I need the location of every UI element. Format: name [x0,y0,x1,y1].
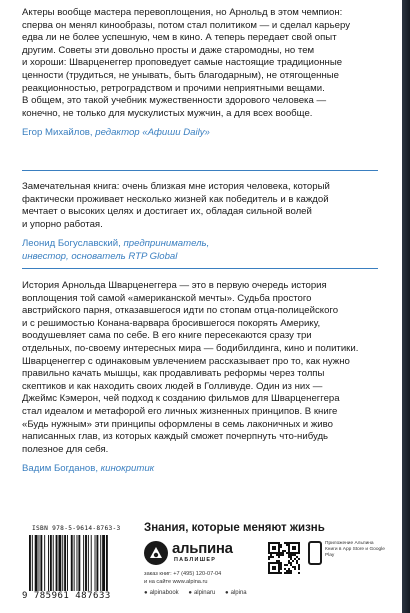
review-3-line: полезное для себя. [22,443,109,455]
vk-icon: ● [144,590,148,596]
review-1-line: и хороши: Шварценеггер проповедует самые настоящие традиционные [22,57,343,69]
review-2-line: Замечательная книга: очень близкая мне история человека, который [22,181,330,192]
review-3-line: «Будь нужным» эти принципы оформлены в семь лаконичных и живо [22,418,333,430]
review-3-line: правильно качать мышцы, как продавливать реформы через толпы [22,368,325,380]
alpina-logo-icon [144,541,168,565]
website: и на сайте www.alpina.ru [144,578,208,585]
review-1-line: едва ли не более успешную, чем в кино. А теперь передает свой опыт [22,32,337,44]
divider [22,268,378,269]
review-2-line: мечтает о высоких целях и достигает их, обладая сильной волей [22,206,312,218]
social-handle: alpinaru [193,590,216,596]
review-3-line: воплощения той самой «американской мечты». Судьба простого [22,292,312,304]
review-1 [22,7,382,140]
review-1-line: сперва он менял кинообразы, потом стал политиком — и сделал карьеру [22,19,350,31]
review-3-line: написанных глав, из которых каждый сможет почерпнуть что-нибудь [22,431,329,443]
social-item [188,590,215,596]
review-3-line: отдельных, по-своему интересных мира — бодибилдинга, кино и политики. [22,342,359,354]
review-2-role-line-2: инвестор, основатель RTP Global [22,250,178,262]
review-3-attribution [22,463,382,476]
order-phone: заказ книг: +7 (495) 120-07-04 [144,571,222,577]
review-3-line: воодушевляет сама по себе. В его книге пересекаются сразу три [22,330,312,342]
social-item [225,590,247,596]
review-2-line: и упорно работая. [22,218,103,230]
review-2-line: фактически проживает несколько жизней как победитель и в каждой [22,193,329,205]
social-item [144,590,179,596]
review-2-attribution [22,238,382,263]
barcode [22,525,136,605]
isbn-label: ISBN 978-5-9614-8763-3 [32,525,121,532]
social-handle: alpina [230,590,247,596]
review-1-author: Егор Михайлов, [22,127,93,139]
review-3-line: стал идеалом и метафорой его личных жизненных принципов. В книге [22,405,338,417]
review-3 [22,280,382,476]
social-links [144,590,255,596]
review-3-line: и с решимостью Конана-варвара бросившегося покорять Америку, [22,317,321,329]
review-3-role: кинокритик [100,463,155,475]
phone-app-icon [308,541,322,565]
social-handle: alpinabook [149,590,179,596]
telegram-icon: ● [188,590,192,596]
review-1-role: редактор «Афиши Daily» [95,127,210,139]
publisher-subtitle: ПАБЛИШЕР [174,557,217,563]
publisher-name: альпина [172,540,233,557]
review-1-line: другим. Советы эти довольно просты и даже старомодны, но тем [22,44,315,56]
book-spine-edge [402,0,410,613]
publisher-strip [22,522,392,608]
publisher-logo [144,540,254,566]
review-1-attribution [22,127,382,140]
review-3-author: Вадим Богданов, [22,463,98,475]
review-2 [22,181,382,264]
review-1-line: Актеры вообще мастера перевоплощения, но Арнольд в этом чемпион: [22,7,343,18]
youtube-icon: ● [224,590,229,596]
publisher-tagline: Знания, которые меняют жизнь [144,522,325,534]
review-1-line: ценности (трудиться, не унывать, быть благодарным), не отягощенные [22,69,339,81]
review-3-line: австрийского парня, отказавшегося идти по стопам отца-полицейского [22,305,339,317]
divider [22,170,378,171]
qr-code-icon [268,542,300,574]
review-2-author: Леонид Богуславский, [22,238,121,250]
barcode-digits: 9 785961 487633 [22,591,111,601]
review-1-line: реакционностью, ретроградством и прочими неприятными вещами. [22,82,325,94]
publisher-contacts [144,571,221,586]
barcode-bars [28,535,134,591]
review-2-role: предприниматель, [123,238,210,250]
review-3-line: История Арнольда Шварценеггера — это в первую очередь история [22,280,327,291]
review-1-line: конечно, не только для мускулистых мужчин, а для всех вообще. [22,107,313,119]
review-3-line: Джеймс Кэмерон, чей подход к созданию фильмов для Шварценеггера [22,393,340,405]
review-3-line: скептиков и как находить своих людей в Голливуде. Один из них — [22,380,323,392]
app-store-note: Приложение Альпина Книги в App Store и Google Play [325,541,385,558]
review-3-line: Шварценеггер с одинаковым увлечением рассказывает про то, как нужно [22,355,350,367]
review-1-line: В общем, это такой учебник мужественности здорового человека — [22,95,327,107]
